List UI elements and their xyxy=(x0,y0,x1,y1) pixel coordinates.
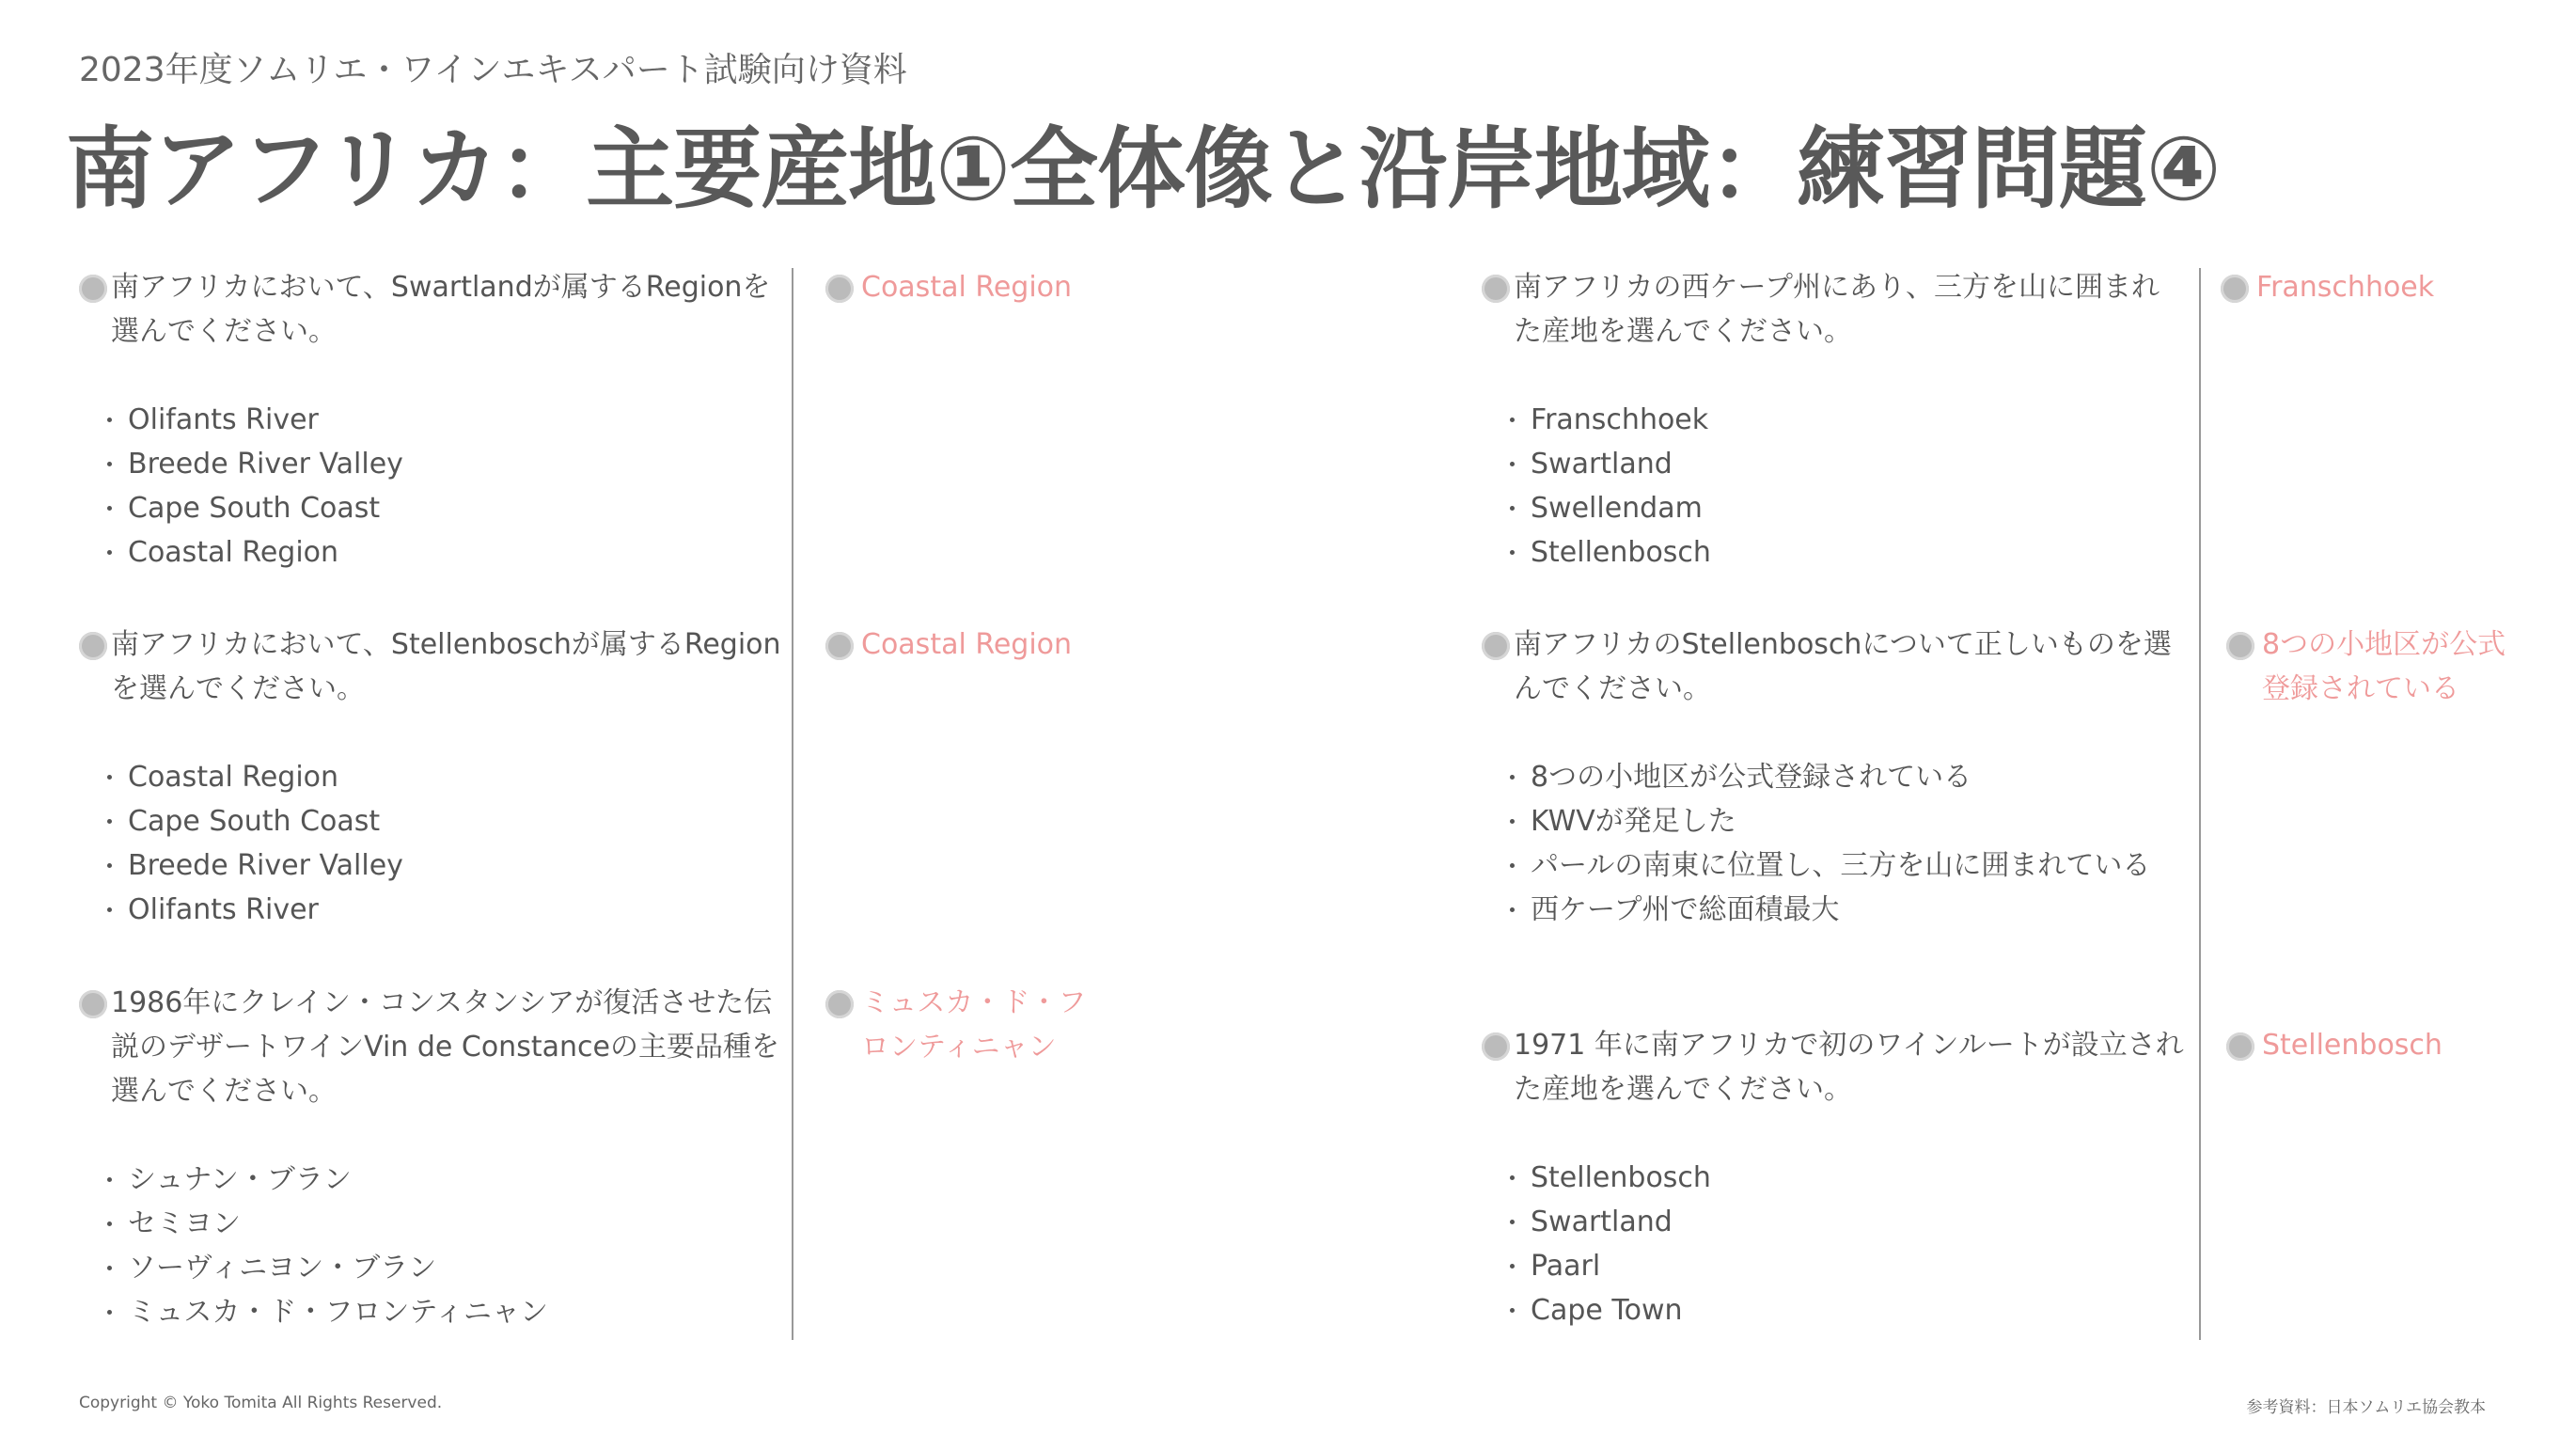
option-item: Franschhoek xyxy=(1508,398,2185,442)
option-item: KWVが発足した xyxy=(1508,799,2185,843)
option-item: Swellendam xyxy=(1508,486,2185,530)
answer-1 xyxy=(825,265,1117,309)
option-item: 8つの小地区が公式登録されている xyxy=(1508,755,2185,799)
option-item: Cape Town xyxy=(1508,1288,2185,1332)
column-divider-left xyxy=(792,268,793,1340)
question-3 xyxy=(79,981,782,1334)
option-list xyxy=(1482,1156,2185,1332)
page-title: 南アフリカ：主要産地①全体像と沿岸地域：練習問題④ xyxy=(66,118,2221,221)
option-item: 西ケープ州で総面積最大 xyxy=(1508,888,2185,932)
option-item: Breede River Valley xyxy=(105,843,782,888)
option-item: シュナン・ブラン xyxy=(105,1158,782,1202)
question-text: 1971 年に南アフリカで初のワインルートが設立された産地を選んでください。 xyxy=(1482,1023,2185,1111)
option-item: Stellenbosch xyxy=(1508,1156,2185,1200)
option-list xyxy=(79,1158,782,1334)
question-2 xyxy=(79,623,782,932)
page-subtitle: 2023年度ソムリエ・ワインエキスパート試験向け資料 xyxy=(79,51,907,89)
answer-6 xyxy=(2226,1023,2508,1067)
option-item: Coastal Region xyxy=(105,530,782,575)
option-item: Stellenbosch xyxy=(1508,530,2185,575)
answer-text: Franschhoek xyxy=(2221,265,2503,309)
option-item: Olifants River xyxy=(105,398,782,442)
option-item: Coastal Region xyxy=(105,755,782,799)
option-item: Swartland xyxy=(1508,1200,2185,1244)
option-list xyxy=(79,755,782,932)
answer-4 xyxy=(2221,265,2503,309)
option-item: Olifants River xyxy=(105,888,782,932)
answer-text: ミュスカ・ド・フロンティニャン xyxy=(825,981,1098,1069)
question-text: 南アフリカにおいて、Stellenboschが属するRegionを選んでください。 xyxy=(79,623,782,711)
option-item: Cape South Coast xyxy=(105,486,782,530)
option-list xyxy=(1482,398,2185,575)
question-text: 南アフリカのStellenboschについて正しいものを選んでください。 xyxy=(1482,623,2185,711)
option-item: Breede River Valley xyxy=(105,442,782,486)
answer-2 xyxy=(825,623,1117,667)
reference-text: 参考資料：日本ソムリエ協会教本 xyxy=(2246,1398,2486,1417)
question-1 xyxy=(79,265,782,575)
question-4 xyxy=(1482,265,2185,575)
answer-text: 8つの小地区が公式登録されている xyxy=(2226,623,2508,711)
option-item: Swartland xyxy=(1508,442,2185,486)
option-list xyxy=(1482,755,2185,932)
question-text: 1986年にクレイン・コンスタンシアが復活させた伝説のデザートワインVin de Constanceの主要品種を選んでください。 xyxy=(79,981,782,1113)
option-item: ソーヴィニヨン・ブラン xyxy=(105,1246,782,1290)
column-divider-right xyxy=(2199,268,2201,1340)
option-item: ミュスカ・ド・フロンティニャン xyxy=(105,1290,782,1334)
answer-5 xyxy=(2226,623,2508,711)
question-text: 南アフリカの西ケープ州にあり、三方を山に囲まれた産地を選んでください。 xyxy=(1482,265,2185,354)
question-text: 南アフリカにおいて、Swartlandが属するRegionを選んでください。 xyxy=(79,265,782,354)
answer-text: Coastal Region xyxy=(825,623,1117,667)
option-item: パールの南東に位置し、三方を山に囲まれている xyxy=(1508,843,2185,888)
answer-3 xyxy=(825,981,1098,1069)
question-6 xyxy=(1482,1023,2185,1332)
copyright-text: Copyright © Yoko Tomita All Rights Reserved. xyxy=(79,1394,443,1412)
option-item: セミヨン xyxy=(105,1202,782,1246)
option-item: Cape South Coast xyxy=(105,799,782,843)
option-item: Paarl xyxy=(1508,1244,2185,1288)
option-list xyxy=(79,398,782,575)
answer-text: Stellenbosch xyxy=(2226,1023,2508,1067)
question-5 xyxy=(1482,623,2185,932)
answer-text: Coastal Region xyxy=(825,265,1117,309)
